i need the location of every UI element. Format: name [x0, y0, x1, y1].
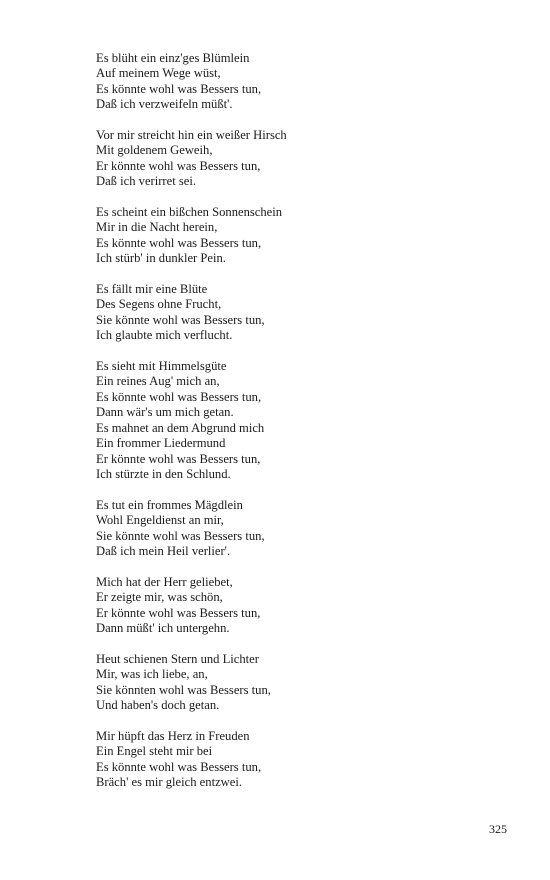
verse-line: Daß ich mein Heil verlier'. [96, 543, 231, 558]
verse-line: Mich hat der Herr geliebet, [96, 574, 233, 589]
stanza [96, 282, 496, 344]
verse-line: Mir, was ich liebe, an, [96, 667, 208, 682]
verse-line: Sie könnte wohl was Bessers tun, [96, 312, 265, 327]
verse-line: Er könnte wohl was Bessers tun, [96, 158, 261, 173]
verse-line: Ich glaubte mich verflucht. [96, 328, 233, 343]
verse-line: Er könnte wohl was Bessers tun, [96, 605, 261, 620]
verse-line: Es könnte wohl was Bessers tun, [96, 389, 262, 404]
verse-line: Daß ich verzweifeln müßt'. [96, 97, 233, 112]
page-number: 325 [489, 822, 507, 836]
verse-line: Mir hüpft das Herz in Freuden [96, 728, 250, 743]
verse-line: Es mahnet an dem Abgrund mich [96, 420, 265, 435]
verse-line: Er zeigte mir, was schön, [96, 590, 223, 605]
verse-line: Ich stürzte in den Schlund. [96, 466, 231, 481]
verse-line: Ein reines Aug' mich an, [96, 374, 220, 389]
verse-line: Des Segens ohne Frucht, [96, 297, 222, 312]
verse-line: Wohl Engeldienst an mir, [96, 513, 224, 528]
verse-line: Es blüht ein einz'ges Blümlein [96, 51, 250, 65]
verse-line: Mit goldenem Geweih, [96, 143, 213, 158]
verse-line: Mir in die Nacht herein, [96, 220, 218, 235]
verse-line: Er könnte wohl was Bessers tun, [96, 451, 261, 466]
verse-line: Ein frommer Liedermund [96, 436, 226, 451]
stanza [96, 498, 496, 560]
verse-line: Auf meinem Wege wüst, [96, 66, 221, 81]
verse-line: Sie könnte wohl was Bessers tun, [96, 528, 265, 543]
stanza [96, 128, 496, 190]
stanza [96, 359, 496, 482]
verse-line: Es tut ein frommes Mägdlein [96, 497, 243, 512]
verse-line: Ich stürb' in dunkler Pein. [96, 251, 226, 266]
verse-line: Es sieht mit Himmelsgüte [96, 359, 227, 374]
verse-line: Daß ich verirret sei. [96, 174, 197, 189]
stanza [96, 652, 496, 714]
verse-line: Dann wär's um mich getan. [96, 405, 234, 420]
stanza [96, 205, 496, 267]
stanza [96, 729, 496, 791]
stanza [96, 575, 496, 637]
verse-line: Es könnte wohl was Bessers tun, [96, 81, 262, 96]
stanza [96, 51, 496, 113]
verse-line: Bräch' es mir gleich entzwei. [96, 774, 242, 789]
verse-line: Und haben's doch getan. [96, 697, 220, 712]
verse-line: Vor mir streicht hin ein weißer Hirsch [96, 128, 287, 143]
verse-line: Heut schienen Stern und Lichter [96, 651, 259, 666]
verse-line: Ein Engel steht mir bei [96, 744, 213, 759]
verse-line: Es könnte wohl was Bessers tun, [96, 759, 262, 774]
verse-line: Dann müßt' ich untergehn. [96, 620, 230, 635]
verse-line: Es scheint ein bißchen Sonnenschein [96, 205, 283, 220]
verse-line: Sie könnten wohl was Bessers tun, [96, 682, 271, 697]
poem-text [96, 51, 496, 806]
verse-line: Es könnte wohl was Bessers tun, [96, 235, 262, 250]
verse-line: Es fällt mir eine Blüte [96, 282, 208, 297]
